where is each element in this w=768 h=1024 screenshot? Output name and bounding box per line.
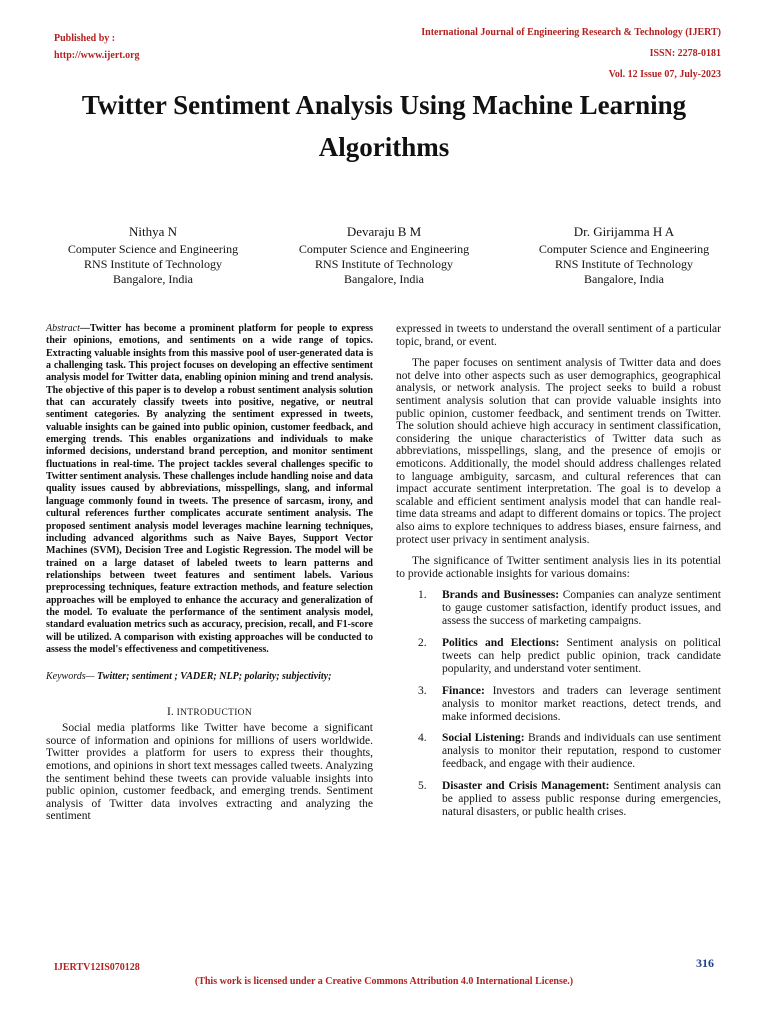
author-location: Bangalore, India: [584, 272, 664, 286]
paragraph-significance: The significance of Twitter sentiment analysis lies in its potential to provide actionable insights for various domains:: [396, 555, 721, 580]
abstract-text: —Twitter has become a prominent platform for people to express their opinions, emotions, and sentiments on a wide range of topics. Extracting valuable insights from this massive pool of user-generated data is a challenging task. This project focuses on developing an effective sentiment analysis model for Twitter data, enabling opinion mining and trend analysis. The objective of this paper is to develop a robust sentiment analysis solution that can accurately classify tweets into positive, negative, or neutral sentiment categories. By analyzing the sentiment expressed in tweets, valuable insights can be gained into public opinion, customer feedback, and emerging trends. This enables organizations and individuals to make informed decisions, understand brand perception, and monitor sentiment fluctuations in real-time. The project tackles several challenges specific to Twitter sentiment analysis. These challenges include handling noise and data quality issues caused by abbreviations, misspellings, slang, and informal language commonly found in tweets. The presence of sarcasm, irony, and cultural references further complicates accurate sentiment analysis. The proposed sentiment analysis model leverages machine learning techniques, including advanced algorithms such as Naive Bayes, Support Vector Machines (SVM), Decision Tree and Logistic Regression. The model will be trained on a large dataset of labeled tweets to learn patterns and relationships between tweet features and sentiment labels. Various preprocessing techniques, feature extraction methods, and feature selection approaches will be employed to enhance the accuracy and generalization of the model. To evaluate the performance of the sentiment analysis model, standard evaluation metrics such as accuracy, precision, recall, and F1-score will be utilized. A comparison with existing approaches will be conducted to assess the model's effectiveness and competitiveness.: [46, 323, 373, 655]
left-column: [46, 323, 373, 832]
list-item: [396, 589, 721, 628]
list-item-heading: Finance:: [442, 684, 485, 697]
list-number: 3.: [418, 684, 427, 697]
list-item-text: Investors and traders can leverage sentiment analysis to monitor market reactions, detect trends, and make informed decisions.: [442, 684, 721, 723]
publisher-block: [54, 30, 140, 64]
author-dept: Computer Science and Engineering: [538, 242, 710, 256]
author-name: Nithya N: [128, 224, 178, 239]
list-item: [396, 732, 721, 771]
section-title: INTRODUCTION: [176, 708, 252, 719]
paragraph-continued: expressed in tweets to understand the overall sentiment of a particular topic, brand, or event.: [396, 323, 721, 348]
author-1: [38, 222, 268, 287]
license-notice: (This work is licensed under a Creative Commons Attribution 4.0 International License.): [194, 976, 574, 987]
author-location: Bangalore, India: [113, 272, 193, 286]
intro-paragraph: Social media platforms like Twitter have become a significant source of information and opinions for millions of users worldwide. Twitter provides a platform for users to express their thoughts, emotions, and opinions in short text messages called tweets. Analyzing the sentiment behind these tweets can provide valuable insights into public opinion, customer feedback, and emerging trends. Sentiment analysis of Twitter data involves extracting and analyzing the sentiment: [46, 722, 373, 823]
list-item-heading: Social Listening:: [442, 732, 525, 745]
list-item-heading: Politics and Elections:: [442, 637, 560, 649]
author-dept: Computer Science and Engineering: [298, 242, 470, 256]
list-number: 5.: [418, 780, 427, 793]
paragraph-scope: The paper focuses on sentiment analysis of Twitter data and does not delve into other aspects such as user demographics, geographical analysis, or network analysis. The project seeks to build a robust sentiment analysis solution that can provide valuable insights into public opinion, customer feedback, and sentiment trends on Twitter. The solution should achieve high accuracy in sentiment classification, considering the unique characteristics of Twitter data such as abbreviations, misspellings, slang, and the presence of emojis or emoticons. Additionally, the model should address challenges related to language ambiguity, sarcasm, and cultural references that can impact accurate sentiment interpretation. The goal is to develop a scalable and efficient sentiment analysis model that can handle real-time data streams and adapt to different domains or topics. The project also aims to explore techniques to address biases, ensure fairness, and protect user privacy in sentiment analysis.: [396, 357, 721, 546]
author-institute: RNS Institute of Technology: [555, 257, 693, 271]
author-name: Devaraju B M: [346, 224, 422, 239]
author-3: [509, 222, 739, 287]
author-institute: RNS Institute of Technology: [315, 257, 453, 271]
journal-name: International Journal of Engineering Research & Technology (IJERT): [421, 27, 721, 38]
list-item-text: Sentiment analysis can be applied to assess public response during emergencies, natural disasters, or public health crises.: [442, 780, 721, 818]
author-name: Dr. Girijamma H A: [573, 224, 675, 239]
keywords: [46, 670, 373, 684]
author-location: Bangalore, India: [344, 272, 424, 286]
author-dept: Computer Science and Engineering: [67, 242, 239, 256]
right-column: [396, 323, 721, 828]
list-item-text: Companies can analyze sentiment to gauge customer satisfaction, identify product issues, and assess the success of marketing campaigns.: [442, 589, 721, 628]
abstract-label: Abstract: [46, 323, 80, 334]
keywords-text: Twitter; sentiment ; VADER; NLP; polarity; subjectivity;: [94, 671, 332, 683]
list-item-heading: Brands and Businesses:: [442, 589, 560, 602]
abstract: [46, 323, 373, 656]
section-heading-introduction: [46, 706, 373, 718]
list-item: [396, 685, 721, 724]
list-number: 1.: [418, 589, 427, 602]
list-item: [396, 637, 721, 676]
volume-issue: Vol. 12 Issue 07, July-2023: [608, 69, 721, 80]
page-number: 316: [696, 956, 714, 970]
issn: ISSN: 2278-0181: [649, 48, 721, 59]
list-item-text: Sentiment analysis on political tweets can help predict public opinion, track candidate popularity, and understand voter sentiment.: [442, 637, 721, 675]
section-number: I.: [167, 706, 174, 719]
journal-url-link[interactable]: http://www.ijert.org: [54, 50, 140, 61]
keywords-label: Keywords—: [46, 671, 95, 683]
domains-list: [396, 589, 721, 819]
journal-info: [421, 22, 721, 85]
list-item-heading: Disaster and Crisis Management:: [442, 780, 610, 793]
list-item: [396, 780, 721, 819]
paper-id: IJERTV12IS070128: [54, 962, 140, 973]
list-number: 2.: [418, 637, 427, 649]
author-institute: RNS Institute of Technology: [84, 257, 222, 271]
list-number: 4.: [418, 732, 427, 745]
author-2: [269, 222, 499, 287]
paper-title: Twitter Sentiment Analysis Using Machine Learning Algorithms: [81, 90, 687, 162]
published-by-label: Published by :: [54, 33, 116, 44]
list-item-text: Brands and individuals can use sentiment analysis to monitor their reputation, respond to customer feedback, and engage with their audience.: [442, 732, 722, 771]
